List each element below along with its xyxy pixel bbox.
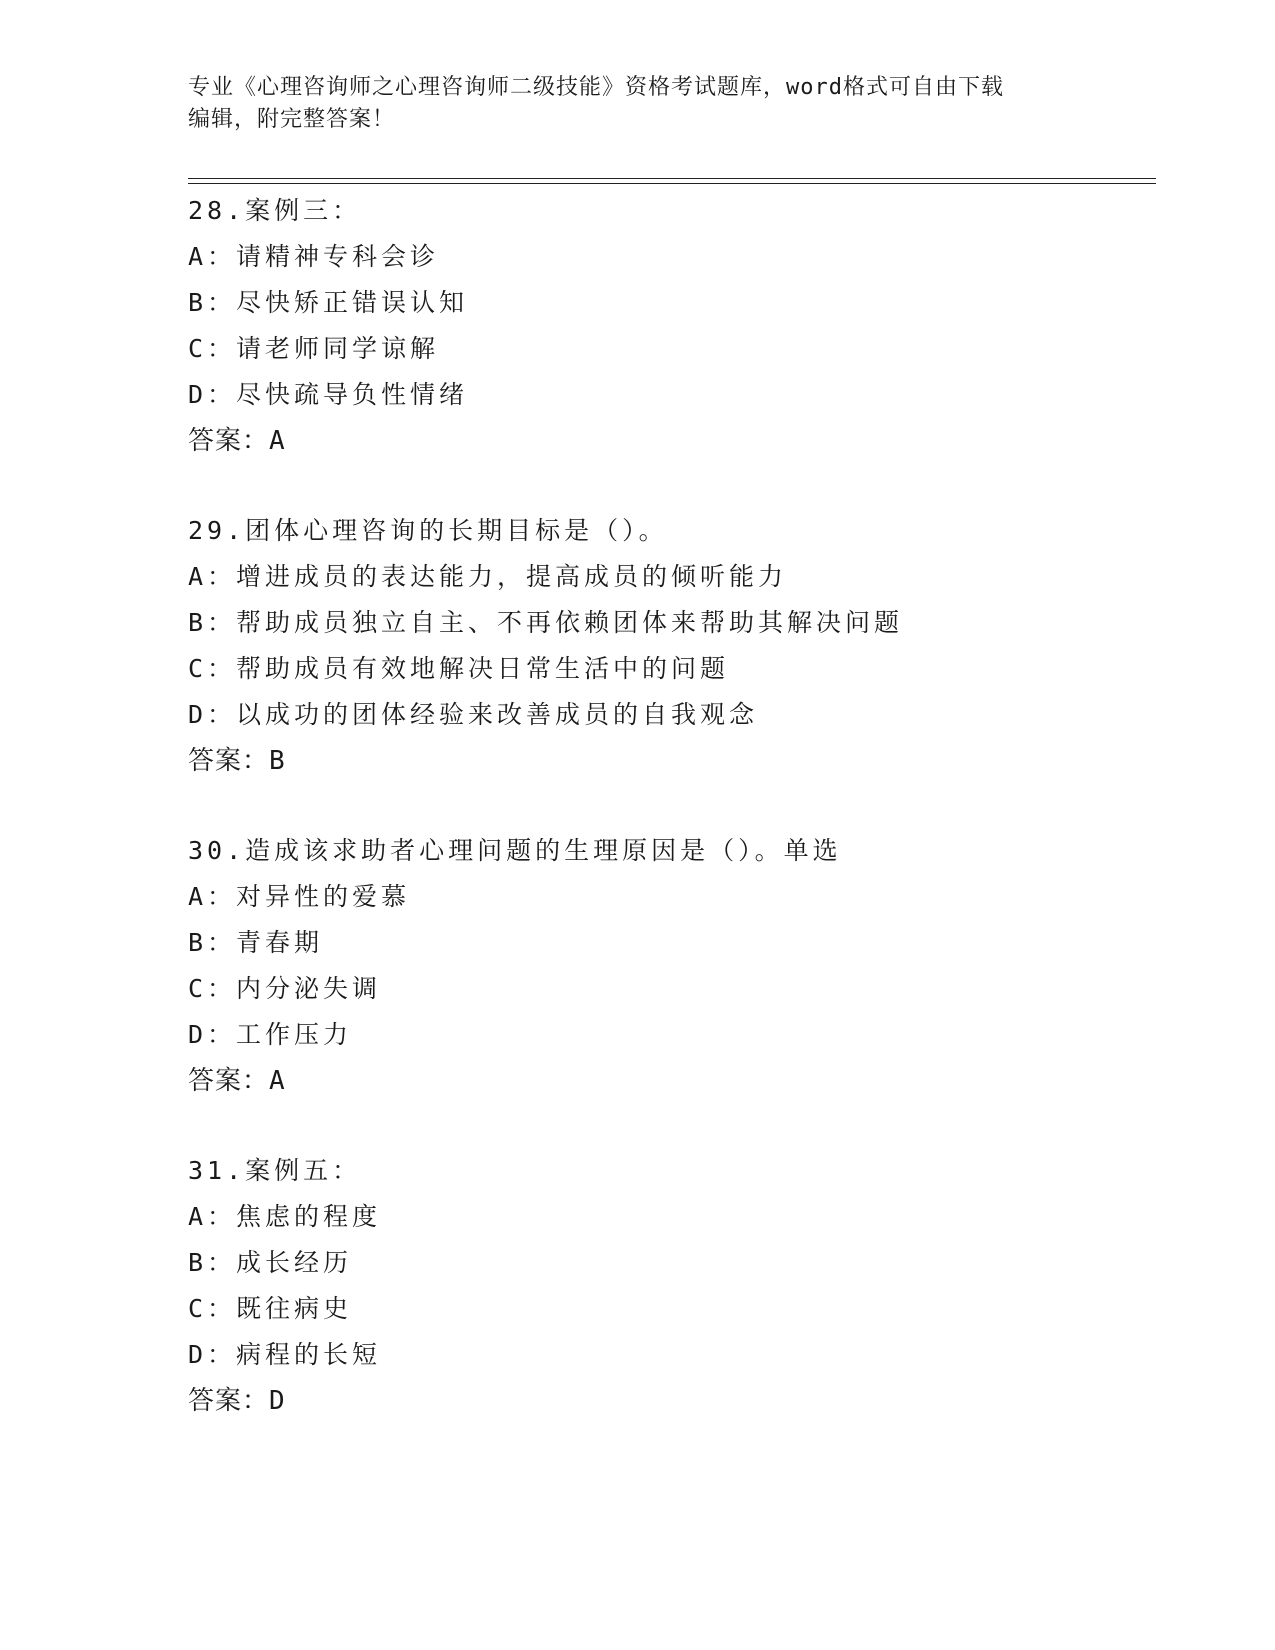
option-a: A：请精神专科会诊 <box>188 242 440 271</box>
answer: 答案：B <box>188 746 286 776</box>
answer: 答案：A <box>188 426 286 456</box>
option-a: A：对异性的爱慕 <box>188 882 411 911</box>
option-c: C：帮助成员有效地解决日常生活中的问题 <box>188 654 730 683</box>
option-c: C：既往病史 <box>188 1294 353 1323</box>
question-title: 28.案例三： <box>188 196 362 225</box>
option-d: D：病程的长短 <box>188 1340 382 1369</box>
question-title: 30.造成该求助者心理问题的生理原因是（）。单选 <box>188 836 842 865</box>
question-list <box>188 188 1156 1468</box>
option-a: A：增进成员的表达能力，提高成员的倾听能力 <box>188 562 788 591</box>
document-header <box>188 72 1088 136</box>
option-b: B：帮助成员独立自主、不再依赖团体来帮助其解决问题 <box>188 608 904 637</box>
option-d: D：工作压力 <box>188 1020 353 1049</box>
option-d: D：以成功的团体经验来改善成员的自我观念 <box>188 700 759 729</box>
answer: 答案：A <box>188 1066 286 1096</box>
header-line-1: 专业《心理咨询师之心理咨询师二级技能》资格考试题库，word格式可自由下载 <box>188 75 1004 100</box>
question-title: 29.团体心理咨询的长期目标是（）。 <box>188 516 668 545</box>
question-31 <box>188 1148 1156 1424</box>
header-divider-top <box>188 178 1156 179</box>
option-a: A：焦虑的程度 <box>188 1202 382 1231</box>
question-28 <box>188 188 1156 464</box>
header-divider-bottom <box>188 183 1156 184</box>
option-b: B：青春期 <box>188 928 324 957</box>
option-b: B：成长经历 <box>188 1248 353 1277</box>
question-title: 31.案例五： <box>188 1156 362 1185</box>
option-c: C：内分泌失调 <box>188 974 382 1003</box>
question-29 <box>188 508 1156 784</box>
option-b: B：尽快矫正错误认知 <box>188 288 469 317</box>
option-c: C：请老师同学谅解 <box>188 334 440 363</box>
header-line-2: 编辑，附完整答案！ <box>188 107 396 132</box>
question-30 <box>188 828 1156 1104</box>
answer: 答案：D <box>188 1386 286 1416</box>
option-d: D：尽快疏导负性情绪 <box>188 380 469 409</box>
